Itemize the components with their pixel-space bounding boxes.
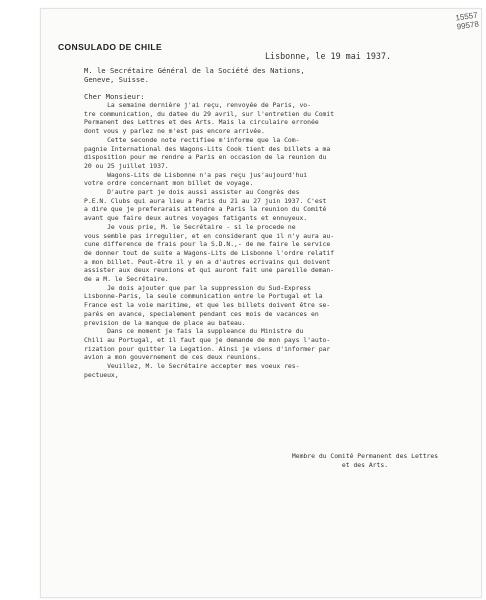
body-line: votre ordre concernant mon billet de voyage. (84, 179, 254, 188)
place-date: Lisbonne, le 19 mai 1937. (265, 51, 392, 61)
body-line: disposition pour me rendre a Paris en occasion de la reunion du (84, 153, 327, 162)
body-line: parés en avance, specialement pendant ces mois de vacances en (84, 309, 319, 318)
addressee-line: M. le Secrétaire Général de la Société des Nations, (84, 66, 305, 75)
body-line: D'autre part je dois aussi assister au Congrès des (84, 188, 300, 197)
signature-line: Membre du Comité Permanent des Lettres (291, 452, 439, 460)
body-line: Chili au Portugal, et il faut que je demande de mon pays l'auto- (84, 335, 331, 344)
archive-number (455, 11, 480, 32)
body-line: avion a mon gouvernement de ces deux reunions. (84, 353, 261, 362)
letterhead: CONSULADO DE CHILE (58, 42, 163, 52)
body-line: Dans ce moment je fais la suppleance du Ministre du (84, 327, 304, 336)
archive-number-line: 99578 (456, 19, 480, 32)
body-line: La semaine dernière j'ai reçu, renvoyée de Paris, vo- (84, 101, 312, 109)
signature-line: et des Arts. (341, 460, 389, 469)
addressee-line: Geneve, Suisse. (84, 75, 149, 85)
body-line: pagnie International des Wagons-Lits Cook tient des billets a ma (84, 144, 331, 153)
body-line: prevision de la manque de place au bateau. (84, 318, 246, 327)
body-line: Cette seconde note rectifiee m'informe que la Com- (84, 135, 300, 144)
body-line: rization pour quitter la Legation. Ainsi je viens d'informer par (84, 344, 331, 353)
body-line: 20 ou 25 juillet 1937. (84, 161, 169, 170)
body-line: de donner tout de suite a Wagons-Lits de Lisbonne l'ordre relatif (84, 248, 335, 257)
body-line: tre communication, du datee du 29 avril, sur l'entretien du Comit (84, 109, 335, 118)
body-line: Permanent des Lettres et des Arts. Mais la circulaire erronée (84, 118, 319, 127)
signature-block (250, 452, 480, 469)
addressee-block (84, 66, 305, 84)
body-line: Wagons-Lits de Lisbonne n'a pas reçu jus'aujourd'hui (84, 170, 308, 179)
body-line: de a M. le Secrétaire. (84, 275, 169, 284)
body-line: pectueux, (84, 370, 119, 379)
body-line: vous semble pas irregulier, et en considerant que il n'y aura au- (84, 231, 335, 240)
salutation: Cher Monsieur: (84, 92, 145, 101)
body-line: a dire que je preferarais attendre a Paris la reunion du Comité (84, 205, 327, 214)
body-line: a mon billet. Peut-être il y en a d'autres ecrivains qui doivent (84, 257, 331, 266)
body-line: France est la voie maritime, et que les billets doivent être se- (84, 301, 331, 310)
body-line: Lisbonne-Paris, la seule communication entre le Portugal et la (84, 292, 323, 301)
body-line: P.E.N. Clubs qui aura lieu a Paris du 21 au 27 juin 1937. C'est (84, 196, 327, 205)
body-line: Je vous prie, M. le Secrétaire - si le procede ne (84, 222, 296, 231)
body-line: cune difference de frais pour la S.D.N.,- de me faire le service (84, 240, 331, 249)
body-line: Je dois ajouter que par la suppression du Sud-Express (84, 283, 312, 292)
body-line: avant que faire deux autres voyages fatigants et ennuyeux. (84, 214, 308, 223)
body-line: assister aux deux reunions et qui auront fait une pareille deman- (84, 266, 335, 275)
archive-number-line: 15557 (454, 10, 479, 23)
letter-body (84, 101, 480, 380)
body-line: dont vous y parlez ne m'est pas encore arrivée. (84, 127, 265, 136)
body-line: Veuillez, M. le Secrétaire accepter mes voeux res- (84, 362, 300, 371)
